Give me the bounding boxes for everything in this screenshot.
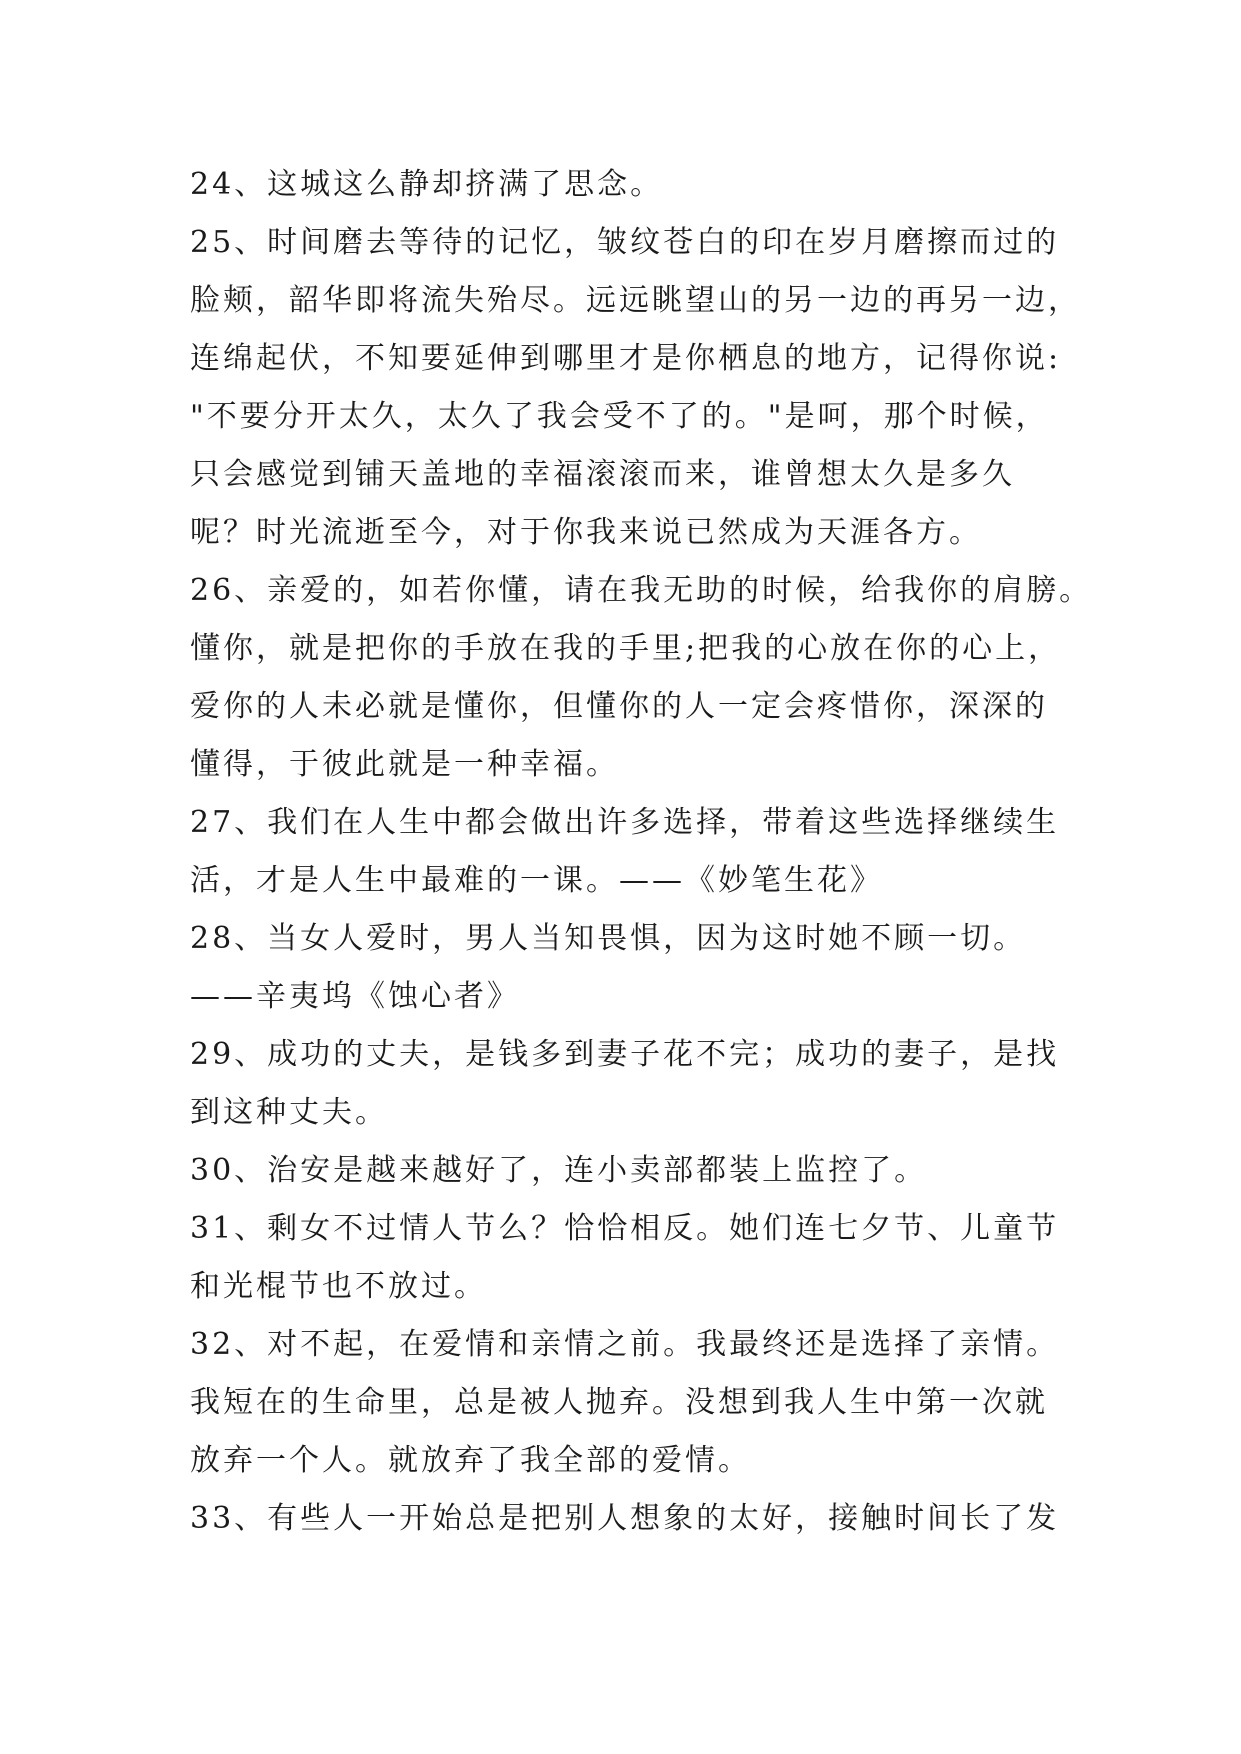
text-line: 24、这城这么静却挤满了思念。 [190, 167, 664, 202]
text-line: ——辛夷坞《蚀心者》 [190, 979, 520, 1014]
text-line: 连绵起伏，不知要延伸到哪里才是你栖息的地方，记得你说: [190, 341, 1062, 376]
text-line: 只会感觉到铺天盖地的幸福滚滚而来，谁曾想太久是多久 [190, 457, 1015, 492]
text-line: 脸颊，韶华即将流失殆尽。远远眺望山的另一边的再另一边， [190, 283, 1081, 318]
text-line: 活，才是人生中最难的一课。——《妙笔生花》 [190, 863, 883, 898]
text-line: "不要分开太久，太久了我会受不了的。"是呵，那个时候， [190, 399, 1049, 434]
text-line: 到这种丈夫。 [190, 1095, 388, 1130]
text-line: 26、亲爱的，如若你懂，请在我无助的时候，给我你的肩膀。 [190, 573, 1093, 608]
text-line: 懂你，就是把你的手放在我的手里;把我的心放在你的心上， [190, 631, 1062, 666]
text-line: 我短在的生命里，总是被人抛弃。没想到我人生中第一次就 [190, 1385, 1048, 1420]
text-line: 爱你的人未必就是懂你，但懂你的人一定会疼惜你，深深的 [190, 689, 1048, 724]
text-line: 32、对不起，在爱情和亲情之前。我最终还是选择了亲情。 [190, 1327, 1060, 1362]
text-line: 呢？时光流逝至今，对于你我来说已然成为天涯各方。 [190, 515, 982, 550]
text-line: 31、剩女不过情人节么？恰恰相反。她们连七夕节、儿童节 [190, 1211, 1060, 1246]
text-line: 29、成功的丈夫，是钱多到妻子花不完；成功的妻子，是找 [190, 1037, 1060, 1072]
text-line: 27、我们在人生中都会做出许多选择，带着这些选择继续生 [190, 805, 1060, 840]
text-line: 33、有些人一开始总是把别人想象的太好，接触时间长了发 [190, 1501, 1060, 1536]
text-line: 30、治安是越来越好了，连小卖部都装上监控了。 [190, 1153, 928, 1188]
text-line: 28、当女人爱时，男人当知畏惧，因为这时她不顾一切。 [190, 921, 1027, 956]
text-line: 放弃一个人。就放弃了我全部的爱情。 [190, 1443, 751, 1478]
text-line: 懂得，于彼此就是一种幸福。 [190, 747, 619, 782]
text-line: 和光棍节也不放过。 [190, 1269, 487, 1304]
text-line: 25、时间磨去等待的记忆，皱纹苍白的印在岁月磨擦而过的 [190, 225, 1060, 260]
